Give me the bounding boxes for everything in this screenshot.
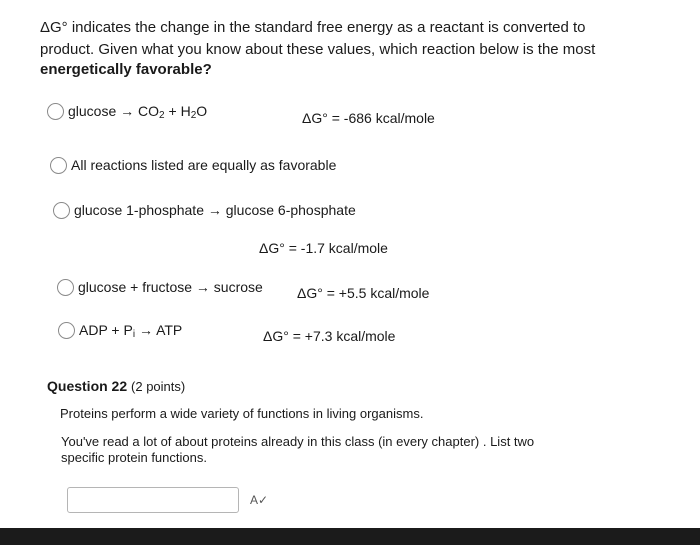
option-3-delta-g: ΔG° = -1.7 kcal/mole (259, 240, 388, 256)
option-4-radio[interactable] (57, 279, 74, 296)
option-1-radio[interactable] (47, 103, 64, 120)
option-2-label[interactable]: All reactions listed are equally as favorable (71, 157, 337, 173)
answer-input[interactable] (67, 487, 239, 513)
question-line-2: product. Given what you know about these values, which reaction below is the most (40, 41, 596, 58)
option-4-delta-g: ΔG° = +5.5 kcal/mole (297, 285, 430, 301)
option-2-radio[interactable] (50, 157, 67, 174)
question-22-title: Question 22 (47, 378, 128, 394)
option-1-label[interactable]: $glucose \to CO_2 + H_2O$ (68, 103, 208, 121)
question-line-3: energetically favorable? (40, 61, 212, 78)
option-3-radio[interactable] (53, 202, 70, 219)
option-5-radio[interactable] (58, 322, 75, 339)
question-22-instruction-line-1: You've read a lot of about proteins already in this class (in every chapter) . List two (61, 434, 535, 449)
option-3-label[interactable]: glucose 1-phosphate → glucose 6-phosphate (74, 202, 356, 218)
option-5-label[interactable]: ADP + $P_i$ → ATP (79, 322, 183, 340)
bottom-bar (0, 528, 700, 545)
spellcheck-icon[interactable]: A✓ (250, 493, 269, 507)
option-1-delta-g: ΔG° = -686 kcal/mole (302, 110, 435, 126)
question-22-heading (47, 378, 185, 394)
question-22-instruction-line-2: specific protein functions. (61, 450, 207, 465)
question-line-1: ΔG° indicates the change in the standard free energy as a reactant is converted to (40, 19, 586, 36)
question-22-prompt: Proteins perform a wide variety of functions in living organisms. (60, 406, 424, 421)
option-4-label[interactable]: glucose + fructose → sucrose (78, 279, 263, 295)
option-5-delta-g: ΔG° = +7.3 kcal/mole (263, 328, 396, 344)
question-22-points: (2 points) (131, 379, 186, 394)
